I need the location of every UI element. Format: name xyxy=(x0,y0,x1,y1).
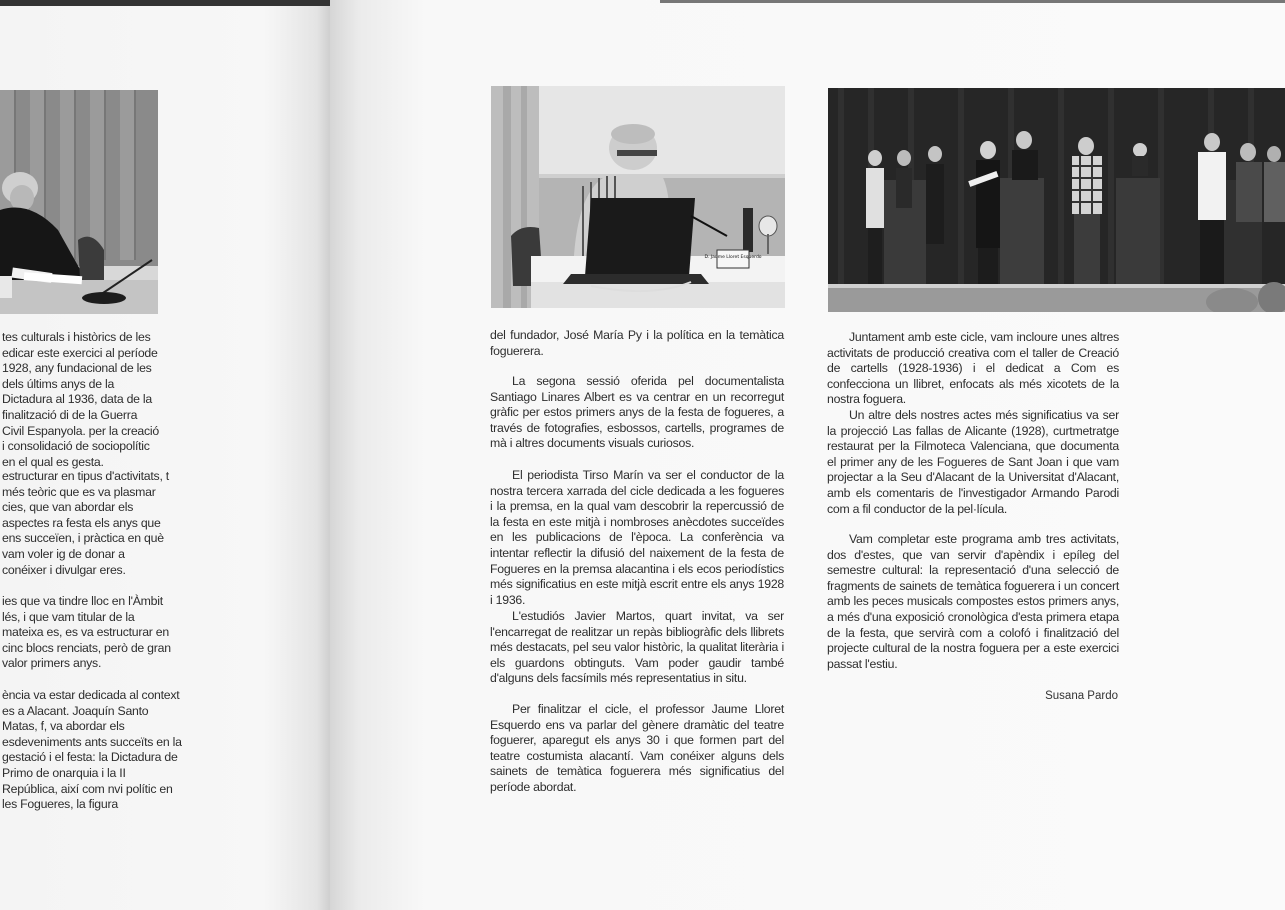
left-paragraph-2: estructurar en tipus d'activitats, t més teòric que es va plasmar cies, que van abordar els aspectes ra festa els anys que ens succeïen, i pràctica en què vam voler ig de donar a conéixer i divulgar eres. xyxy=(2,469,169,577)
photo-speaker-laptop xyxy=(491,86,785,308)
left-paragraph-1: tes culturals i històrics de les edicar este exercici al període 1928, any fundacional de les dels últims anys de la Dictadura al 1936, data de la finalització di de la Guerra Civil Espanyola. per la creació i consolidació de sociopolític en el qual es gesta. xyxy=(2,330,159,469)
scan-edge-top-right xyxy=(660,0,1285,3)
middle-paragraph-4: L'estudiós Javier Martos, quart invitat, va ser l'encarregat de realitzar un repàs bibliogràfic dels llibrets més destacats, pel seu valor històric, la qualitat literària i els guardons obtinguts. Vam poder gaudir també d'alguns dels facsímils més representatius in situ. xyxy=(490,609,784,686)
right-paragraph-3: Vam completar este programa amb tres activitats, dos d'estes, que van servir d'apèndix i epíleg del semestre cultural: la representació d'una selecció de fragments de sainets de temàtica foguerera i un concert amb les peces musicals compostes estos primers anys, a més d'una exposició cronològica d'esta primera etapa de la festa, que servirà com a colofó i finalització del projecte cultural de la nostra foguera per a este exercici passat l'estiu. xyxy=(827,532,1119,671)
left-paragraph-3: ies que va tindre lloc en l'Àmbit lés, i que vam titular de la mateixa es, es va estructurar en cinc blocs renciats, però de gran valor primers anys. xyxy=(2,594,171,671)
middle-paragraph-3: El periodista Tirso Marín va ser el conductor de la nostra tercera xarrada del cicle dedicada a les fogueres i la premsa, en la qual vam descobrir la repercussió de la festa en este mitjà i nombroses anècdotes succeïdes en les publicacions de l'època. La conferència va intentar reflectir la difusió del naixement de la festa de Fogueres en la premsa alacantina i els ecos periodístics més significatius en este mitjà escrit entre els anys 1928 i 1936. xyxy=(490,468,784,607)
left-page xyxy=(0,6,330,910)
author-signature: Susana Pardo xyxy=(1045,690,1118,702)
left-paragraph-4: ència va estar dedicada al context es a Alacant. Joaquín Santo Matas, f, va abordar els esdeveniments ants succeïts en la gestació i el festa: la Dictadura de Primo de onarquia i la II República, així com nvi polític en les Fogueres, la figura xyxy=(2,688,182,812)
nameplate-text: D. Jaume Lloret Esquerdo xyxy=(704,255,762,260)
photo-stage-performance xyxy=(828,88,1285,312)
right-paragraph-2: Un altre dels nostres actes més significatius va ser la projecció Las fallas de Alicante (1928), curtmetratge restaurat per la Filmoteca Valenciana, que documenta el primer any de les Fogueres de Sant Joan i que vam projectar a la Seu d'Alacant de la Universitat d'Alacant, amb els comentaris de l'investigador Armando Parodi com a fil conductor de la pel·lícula. xyxy=(827,408,1119,516)
middle-paragraph-2: La segona sessió oferida pel documentalista Santiago Linares Albert es va centrar en un recorregut gràfic per estos primers anys de la festa de fogueres, a través de fotografies, esbossos, cartells, programes de mà i altres documents visuals curiosos. xyxy=(490,374,784,451)
middle-paragraph-1: del fundador, José María Py i la política en la temàtica foguerera. xyxy=(490,328,784,358)
right-page xyxy=(330,0,1285,910)
right-paragraph-1: Juntament amb este cicle, vam incloure unes altres activitats de producció creativa com el taller de Creació de cartells (1928-1936) i el dedicat a Com es confecciona un llibret, enfocats als més xicotets de la nostra foguera. xyxy=(827,330,1119,407)
photo-speaker-left xyxy=(0,90,158,314)
middle-paragraph-5: Per finalitzar el cicle, el professor Jaume Lloret Esquerdo ens va parlar del gènere dramàtic del teatre foguerer, aparegut els anys 30 i que formen part del teatre costumista alacantí. Vam conéixer alguns dels sainets de temàtica foguerera més significatius del període abordat. xyxy=(490,702,784,794)
